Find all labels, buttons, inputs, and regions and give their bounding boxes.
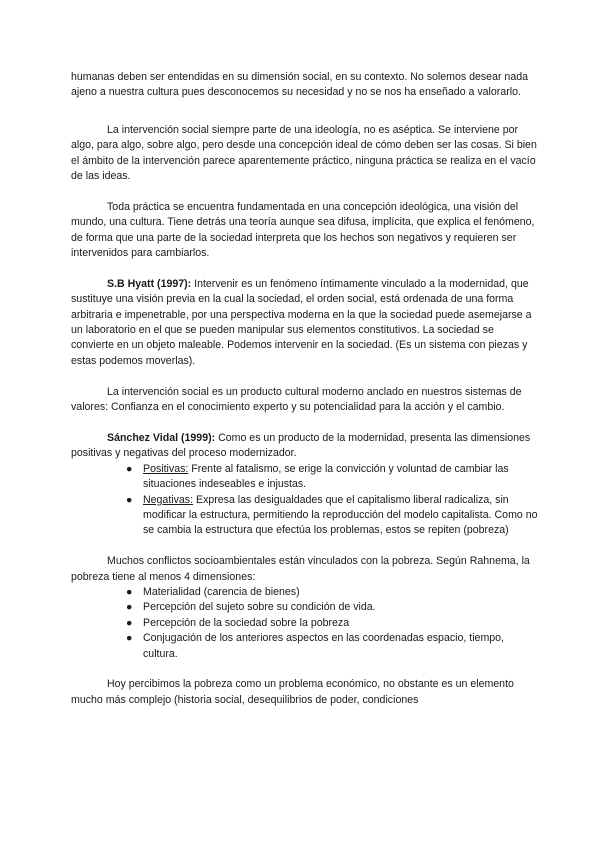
list-item xyxy=(71,585,538,600)
paragraph-ideology: La intervención social siempre parte de una ideología, no es aséptica. Se interviene por algo, para algo, sobre algo, pero desde una concepción ideal de cómo deben ser las cosas. Si bien el ámbito de la intervención parece aparentemente práctico, ninguna práctica se realiza en el vacío de las ideas. xyxy=(71,123,537,183)
paragraph-hyatt xyxy=(71,277,538,369)
list-item-text: Frente al fatalismo, se erige la convicción y voluntad de cambiar las situaciones indeseables e injustas. xyxy=(143,462,509,491)
bullet-icon: ● xyxy=(126,601,133,614)
paragraph-text: Como es un producto de la modernidad, presenta las dimensiones positivas y negativas del proceso modernizador. xyxy=(71,431,531,460)
bullet-icon: ● xyxy=(126,462,133,475)
bullet-icon: ● xyxy=(126,493,133,506)
poverty-dimensions-list xyxy=(71,585,538,662)
list-item xyxy=(71,616,538,631)
paragraph-sanchez-vidal xyxy=(71,431,538,462)
author-citation: Sánchez Vidal (1999): xyxy=(107,431,216,444)
bullet-icon: ● xyxy=(126,632,133,645)
bullet-icon: ● xyxy=(126,585,133,598)
list-item-text: Percepción del sujeto sobre su condición de vida. xyxy=(143,601,376,614)
paragraph-poverty-economic: Hoy percibimos la pobreza como un problema económico, no obstante es un elemento mucho más complejo (historia social, desequilibrios de poder, condiciones xyxy=(71,678,514,706)
list-item-text: Materialidad (carencia de bienes) xyxy=(143,585,300,598)
dimensions-list xyxy=(71,462,538,539)
paragraph-continuation: humanas deben ser entendidas en su dimensión social, en su contexto. No solemos desear nada ajeno a nuestra cultura pues desconocemos su necesidad y no se nos ha enseñado a valorarlo. xyxy=(71,71,528,99)
list-item-label: Positivas: xyxy=(143,462,189,475)
list-item-text: Conjugación de los anteriores aspectos en las coordenadas espacio, tiempo, cultura. xyxy=(143,632,504,660)
paragraph-cultural-product: La intervención social es un producto cultural moderno anclado en nuestros sistemas de valores: Confianza en el conocimiento experto y su potencialidad para la acción y el cambio. xyxy=(71,385,522,414)
author-citation: S.B Hyatt (1997): xyxy=(107,277,192,290)
list-item xyxy=(71,631,538,662)
bullet-icon: ● xyxy=(126,616,133,629)
list-item xyxy=(71,493,538,539)
list-item xyxy=(71,462,538,493)
list-item-text: Expresa las desigualdades que el capitalismo liberal radicaliza, sin modificar la estructura, permitiendo la reproducción del modelo capitalista. Como no se cambia la estructura que efectúa los problemas, estos se repiten (pobreza) xyxy=(143,493,538,537)
list-item xyxy=(71,600,538,615)
paragraph-poverty-intro: Muchos conflictos socioambientales están vinculados con la pobreza. Según Rahnema, la pobreza tiene al menos 4 dimensiones: xyxy=(71,555,530,583)
paragraph-practice: Toda práctica se encuentra fundamentada en una concepción ideológica, una visión del mundo, una cultura. Tiene detrás una teoría aunque sea difusa, implícita, que explica el fenómeno, de forma que una parte de la sociedad interpreta que los hechos son negativos y requieren ser intervenidos para cambiarlos. xyxy=(71,200,535,260)
list-item-text: Percepción de la sociedad sobre la pobreza xyxy=(143,616,350,629)
paragraph-text: Intervenir es un fenómeno íntimamente vinculado a la modernidad, que sustituye una visión previa en la cual la sociedad, el orden social, está ordenada de una forma arbitraria e impenetrable, por una perspectiva moderna en la que la sociedad puede asemejarse a un laboratorio en el que se pueden manipular sus elementos constitutivos. La sociedad se convierte en un objeto maleable. Podemos intervenir en la sociedad. (Es un sistema con piezas y estas podemos moverlas). xyxy=(71,277,532,367)
list-item-label: Negativas: xyxy=(143,493,194,506)
